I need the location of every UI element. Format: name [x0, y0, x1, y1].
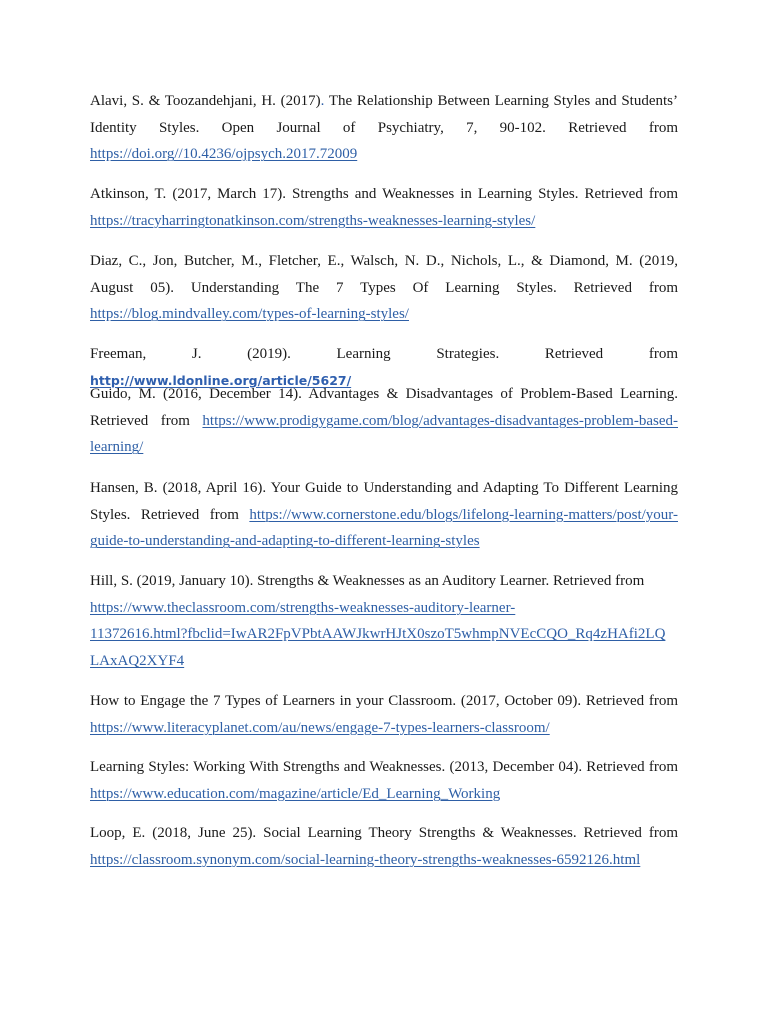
reference-link[interactable]: https://doi.org//10.4236/ojpsych.2017.72009 [90, 146, 358, 163]
reference-text: Learning Styles: Working With Strengths and Weaknesses. (2013, December 04). Retrieved from [90, 759, 678, 775]
reference-entry-hansen [90, 475, 678, 555]
reference-text: How to Engage the 7 Types of Learners in your Classroom. (2017, October 09). Retrieved from [90, 693, 678, 709]
reference-entry-hill [90, 568, 678, 675]
reference-entry-guido [90, 381, 678, 461]
reference-link[interactable]: LAxAQ2XYF4 [90, 653, 185, 670]
reference-text: The Relationship Between Learning Styles and Students’ Identity Styles. Open Journal of Psychiatry, 7, 90-102. Retrieved from [90, 93, 679, 136]
reference-link[interactable]: https://www.theclassroom.com/strengths-weaknesses-auditory-learner- [90, 599, 516, 616]
reference-link[interactable]: https://www.prodigygame.com/blog/advantages-disadvantages-problem-based-learning/ [90, 412, 678, 456]
reference-link[interactable]: https://www.literacyplanet.com/au/news/engage-7-types-learners-classroom/ [90, 719, 550, 736]
reference-link[interactable]: http://www.ldonline.org/article/5627/ [90, 372, 352, 388]
reference-text: Atkinson, T. (2017, March 17). Strengths and Weaknesses in Learning Styles. Retrieved from [90, 186, 678, 202]
reference-text: Hansen, B. (2018, April 16). Your Guide to Understanding and Adapting To Different Learning Styles. Retrieved from [90, 480, 678, 523]
reference-text-head: Alavi, S. & Toozandehjani, H. (2017) [90, 93, 321, 109]
reference-text: Guido, M. (2016, December 14). Advantages & Disadvantages of Problem-Based Learning. Retrieved from [90, 386, 678, 429]
reference-text-accent: . [320, 93, 325, 109]
reference-text: Hill, S. (2019, January 10). Strengths & Weaknesses as an Auditory Learner. Retrieved from [90, 573, 645, 589]
reference-text: Freeman, J. (2019). Learning Strategies. Retrieved from [90, 346, 678, 362]
reference-entry-literacyplanet [90, 688, 678, 741]
reference-entry-atkinson [90, 181, 678, 234]
reference-entry-loop [90, 820, 678, 873]
reference-link[interactable]: https://blog.mindvalley.com/types-of-learning-styles/ [90, 306, 409, 323]
reference-link[interactable]: https://tracyharringtonatkinson.com/strengths-weaknesses-learning-styles/ [90, 212, 536, 229]
reference-link[interactable]: 11372616.html?fbclid=IwAR2FpVPbtAAWJkwrHJtX0szoT5whmpNVEcCQO_Rq4zHAfi2LQ [90, 626, 666, 643]
reference-entry-diaz [90, 248, 678, 328]
reference-link[interactable]: https://www.cornerstone.edu/blogs/lifelong-learning-matters/post/your-guide-to-understanding-and-adapting-to-different-learning-styles [90, 506, 678, 550]
reference-entry-alavi [90, 88, 678, 168]
reference-text: Loop, E. (2018, June 25). Social Learning Theory Strengths & Weaknesses. Retrieved from [90, 825, 678, 841]
reference-text: Diaz, C., Jon, Butcher, M., Fletcher, E., Walsch, N. D., Nichols, L., & Diamond, M. (2019, August 05). Understanding The 7 Types Of Learning Styles. Retrieved from [90, 253, 678, 296]
reference-link[interactable]: https://www.education.com/magazine/article/Ed_Learning_Working [90, 785, 501, 802]
reference-link[interactable]: https://classroom.synonym.com/social-learning-theory-strengths-weaknesses-6592126.html [90, 851, 641, 868]
reference-entry-education [90, 754, 678, 807]
